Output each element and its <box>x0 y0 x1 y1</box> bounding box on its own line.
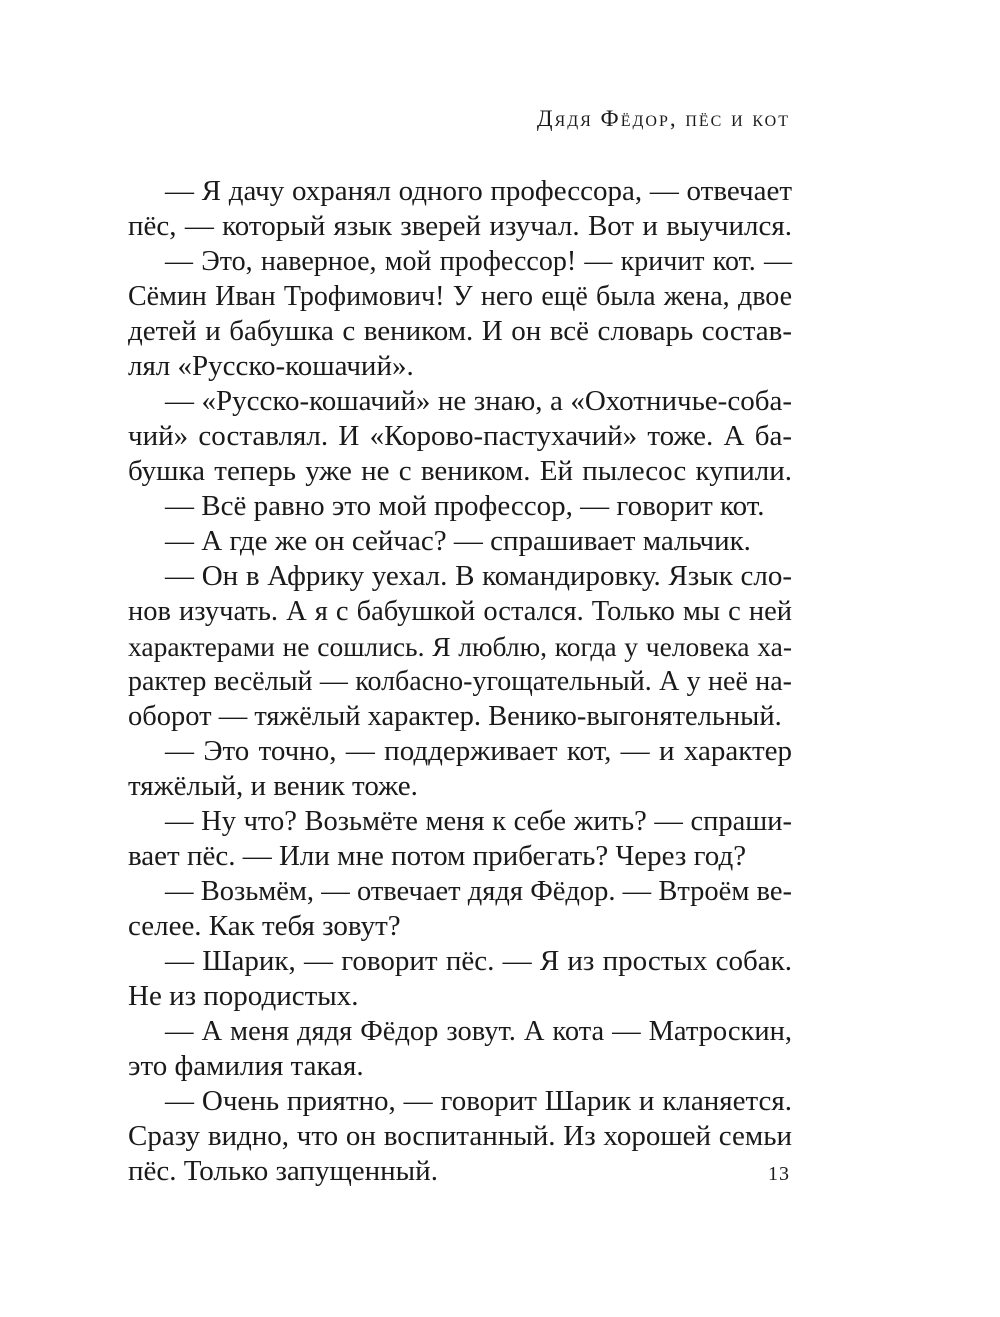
text-line: — Он в Африку уехал. В командировку. Язык сло- <box>165 560 792 592</box>
page-number: 13 <box>768 1163 790 1185</box>
text-line: характерами не сошлись. Я люблю, когда у человека ха- <box>128 631 792 662</box>
text-line: Не из породистых. <box>128 980 359 1012</box>
text-line: вает пёс. — Или мне потом прибегать? Через год? <box>128 840 747 872</box>
text-line: рактер весёлый — колбасно-угощательный. А у неё на- <box>128 666 792 697</box>
body-text <box>128 174 792 1189</box>
text-line: — Это, наверное, мой профессор! — кричит кот. — <box>165 246 792 277</box>
text-line: Сёмин Иван Трофимович! У него ещё была жена, двое <box>128 281 792 312</box>
text-line: лял «Русско-кошачий». <box>128 350 414 382</box>
text-line: оборот — тяжёлый характер. Венико-выгонятельный. <box>128 701 782 732</box>
text-line: — «Русско-кошачий» не знаю, а «Охотничье-соба- <box>165 385 792 417</box>
text-line: пёс. Только запущенный. <box>128 1155 438 1187</box>
text-line: это фамилия такая. <box>128 1050 364 1082</box>
text-line: — А меня дядя Фёдор зовут. А кота — Матроскин, <box>165 1016 792 1047</box>
text-line: тяжёлый, и веник тоже. <box>128 770 418 802</box>
text-line: бушка теперь уже не с веником. Ей пылесос купили. <box>128 455 792 487</box>
text-line: — Ну что? Возьмёте меня к себе жить? — спраши- <box>165 806 792 837</box>
text-line: — Это точно, — поддерживает кот, — и характер <box>165 735 792 767</box>
text-line: — Шарик, — говорит пёс. — Я из простых собак. <box>165 945 792 977</box>
text-line: селее. Как тебя зовут? <box>128 910 401 942</box>
text-line: чий» составлял. И «Корово-пастухачий» тоже. А ба- <box>128 420 792 452</box>
text-line: Сразу видно, что он воспитанный. Из хорошей семьи <box>128 1120 792 1152</box>
text-line: детей и бабушка с веником. И он всё словарь состав- <box>128 315 792 347</box>
text-line: пёс, — который язык зверей изучал. Вот и выучился. <box>128 210 792 242</box>
text-line: — Я дачу охранял одного профессора, — отвечает <box>165 175 792 207</box>
text-line: — Очень приятно, — говорит Шарик и кланяется. <box>165 1085 792 1117</box>
text-line: нов изучать. А я с бабушкой остался. Только мы с ней <box>128 596 792 627</box>
text-line: — А где же он сейчас? — спрашивает мальчик. <box>165 525 751 557</box>
text-line: — Возьмём, — отвечает дядя Фёдор. — Втроём ве- <box>165 876 792 907</box>
running-title: Дядя Фёдор, пёс и кот <box>536 106 790 131</box>
text-line: — Всё равно это мой профессор, — говорит кот. <box>165 490 765 522</box>
